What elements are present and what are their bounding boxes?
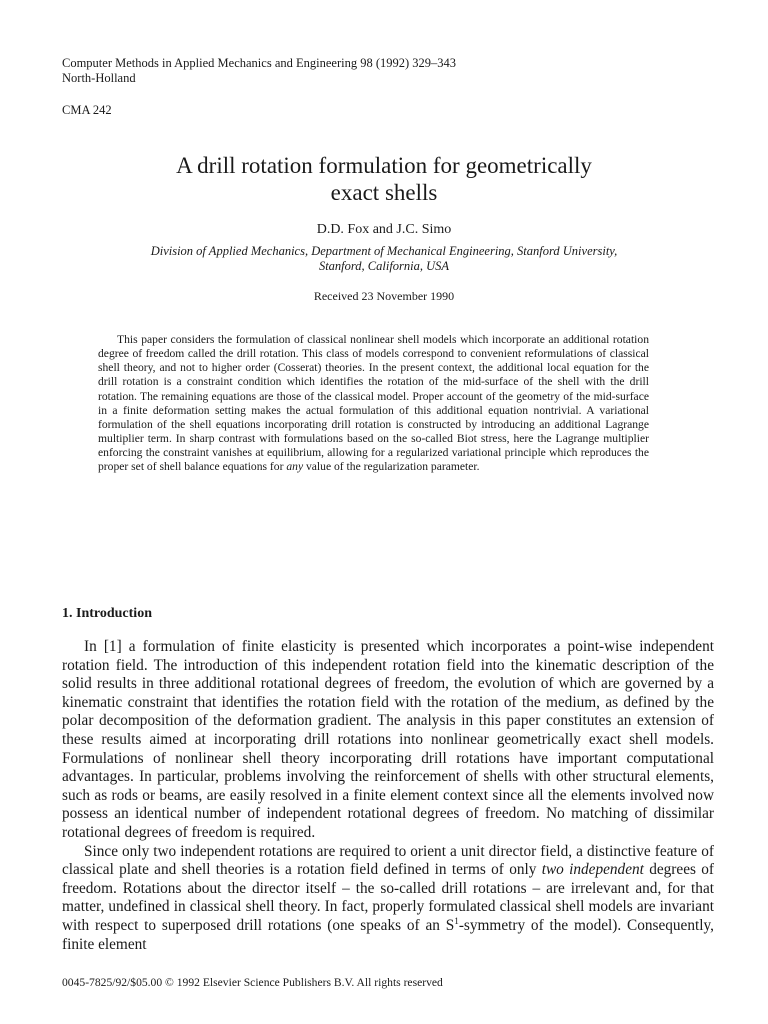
affiliation-line-2: Stanford, California, USA	[318, 259, 450, 273]
section-heading: 1. Introduction	[62, 606, 152, 621]
abstract-text-end: value of the regularization parameter.	[303, 460, 480, 474]
author-list: D.D. Fox and J.C. Simo	[316, 222, 452, 237]
journal-header	[62, 56, 456, 86]
abstract	[98, 333, 649, 475]
body-text	[62, 638, 714, 954]
abstract-emphasis: any	[286, 460, 304, 474]
title-line-2: exact shells	[330, 180, 438, 205]
received-date: Received 23 November 1990	[313, 289, 455, 303]
affiliation-line-1: Division of Applied Mechanics, Department of Mechanical Engineering, Stanford University,	[150, 244, 618, 258]
superscript: 1	[454, 915, 459, 926]
title-line-1: A drill rotation formulation for geometrically	[176, 153, 592, 178]
paragraph-2-text: Since only two independent rotations are required to orient a unit director field, a distinctive feature of classical plate and shell theories is a rotation field defined in terms of only	[62, 842, 714, 879]
paragraph-2-text-end: -symmetry of the model). Consequently, finite element	[62, 916, 714, 953]
article-code: CMA 242	[62, 103, 112, 117]
abstract-text: This paper considers the formulation of classical nonlinear shell models which incorporate an additional rotation degree of freedom called the drill rotation. This class of models correspond to convenient reformulations of classical shell theory, and not to higher order (Cosserat) theories. In the present context, the additional local equation for the drill rotation is a constraint condition which identifies the rotation of the mid-surface of the shell with the drill rotation. The remaining equations are those of the classical model. Proper account of the geometry of the mid-surface in a finite deformation setting makes the actual formulation of this additional equation nontrivial. A variational formulation of the shell equations incorporating drill rotation is constructed by introducing an additional Lagrange multiplier term. In sharp contrast with formulations based on the so-called Biot stress, here the Lagrange multiplier enforcing the constraint vanishes at equilibrium, allowing for a regularized variational principle which reproduces the proper set of shell balance equations for	[98, 333, 649, 474]
paragraph-2-emphasis: two independent	[541, 861, 644, 879]
paper-title	[0, 152, 768, 206]
publisher-name: North-Holland	[62, 71, 136, 85]
paragraph-2-text-cont: degrees of freedom. Rotations about the director itself – the so-called drill rotations – are irrelevant and, for that matter, undefined in classical shell theory. In fact, properly formulated classical shell models are invariant with respect to superposed drill rotations (one speaks of an S	[62, 861, 715, 934]
paragraph-1: In [1] a formulation of finite elasticity is presented which incorporates a point-wise independent rotation field. The introduction of this independent rotation field into the kinematic description of the solid results in three additional rotational degrees of freedom, the evolution of which are governed by a kinematic constraint that identifies the rotation field with the rotation of the medium, as defined by the polar decomposition of the deformation gradient. The analysis in this paper constitutes an extension of these results aimed at incorporating drill rotations into nonlinear geometrically exact shell models. Formulations of nonlinear shell theory incorporating drill rotations have important computational advantages. In particular, problems involving the reinforcement of shells with other structural elements, such as rods or beams, are easily resolved in a finite element context since all the elements involved now possess an identical number of independent rotational degrees of freedom. No matching of dissimilar rotational degrees of freedom is required.	[62, 638, 714, 841]
journal-citation: Computer Methods in Applied Mechanics and Engineering 98 (1992) 329–343	[62, 56, 457, 70]
paragraph-2	[62, 843, 714, 955]
copyright-footer: 0045-7825/92/$05.00 © 1992 Elsevier Science Publishers B.V. All rights reserved	[62, 976, 443, 989]
affiliation	[110, 244, 658, 274]
